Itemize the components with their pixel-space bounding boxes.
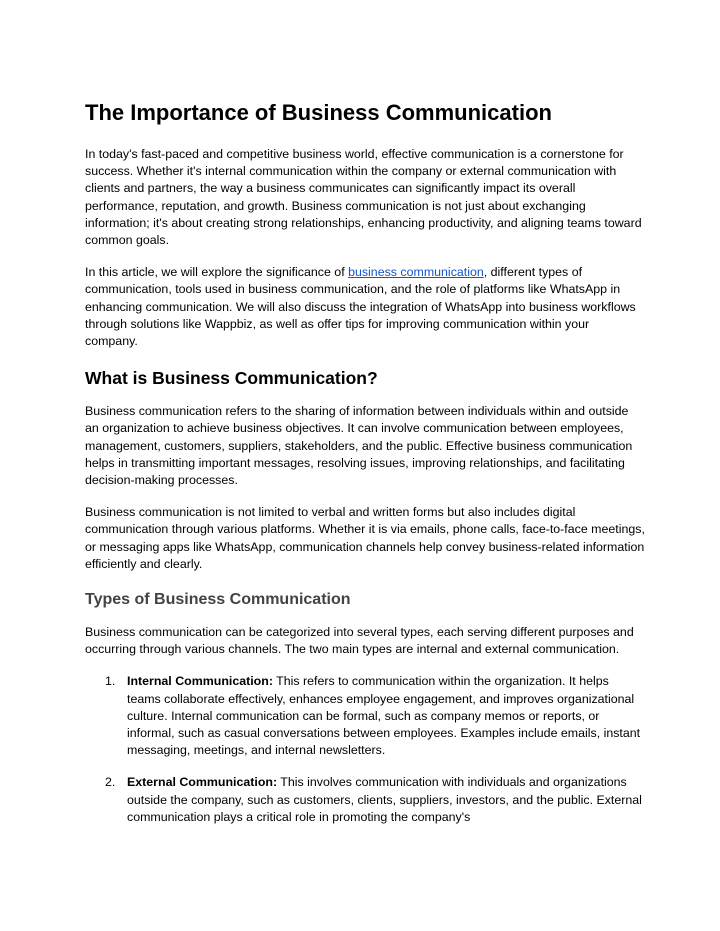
list-number: 2. <box>105 775 116 790</box>
list-number: 1. <box>105 674 116 689</box>
section-heading-types: Types of Business Communication <box>85 591 351 609</box>
section-heading-what-is: What is Business Communication? <box>85 368 378 389</box>
document-page <box>85 97 645 841</box>
section1-paragraph-2: Business communication is not limited to verbal and written forms but also includes digital communication through various platforms. Whether it is via emails, phone calls, face-to-face meetings, or messaging apps like WhatsApp, communication channels help convey business-related information efficiently and clearly. <box>85 505 645 571</box>
section2-paragraph-1: Business communication can be categorized into several types, each serving different purposes and occurring through various channels. The two main types are internal and external communication. <box>85 625 634 657</box>
intro-p2-before: In this article, we will explore the significance of <box>85 265 349 280</box>
types-list <box>85 673 645 826</box>
page-title: The Importance of Business Communication <box>85 100 552 125</box>
business-communication-link[interactable]: business communication <box>348 265 484 280</box>
list-text-external: This involves communication with individuals and organizations outside the company, such as customers, clients, suppliers, investors, and the public. External communication plays a critical role in promoting the company's <box>127 775 642 824</box>
list-text-internal: This refers to communication within the organization. It helps teams collaborate effectively, enhances employee engagement, and improves organizational culture. Internal communication can be formal, such as company memos or reports, or informal, such as casual conversations between employees. Examples include emails, instant messaging, meetings, and internal newsletters. <box>127 674 641 758</box>
intro-paragraph-1: In today's fast-paced and competitive business world, effective communication is a cornerstone for success. Whether it's internal communication within the company or external communication with clients and partners, the way a business communicates can significantly impact its overall performance, reputation, and growth. Business communication is not just about exchanging information; it's about creating strong relationships, enhancing productivity, and aligning teams toward common goals. <box>85 147 642 248</box>
list-item-internal <box>85 673 645 759</box>
list-term-internal: Internal Communication: <box>127 674 273 689</box>
intro-paragraph-2 <box>85 264 645 350</box>
intro-p2-after: , different types of communication, tools used in business communication, and the role of platforms like WhatsApp in enhancing communication. We will also discuss the integration of WhatsApp into business workflows through solutions like Wappbiz, as well as offer tips for improving communication within your company. <box>85 265 636 349</box>
list-term-external: External Communication: <box>127 775 278 790</box>
section1-paragraph-1: Business communication refers to the sharing of information between individuals within and outside an organization to achieve business objectives. It can involve communication between employees, management, customers, suppliers, stakeholders, and the public. Effective business communication helps in transmitting important messages, resolving issues, improving relationships, and facilitating decision-making processes. <box>85 404 633 488</box>
list-item-external <box>85 774 645 826</box>
